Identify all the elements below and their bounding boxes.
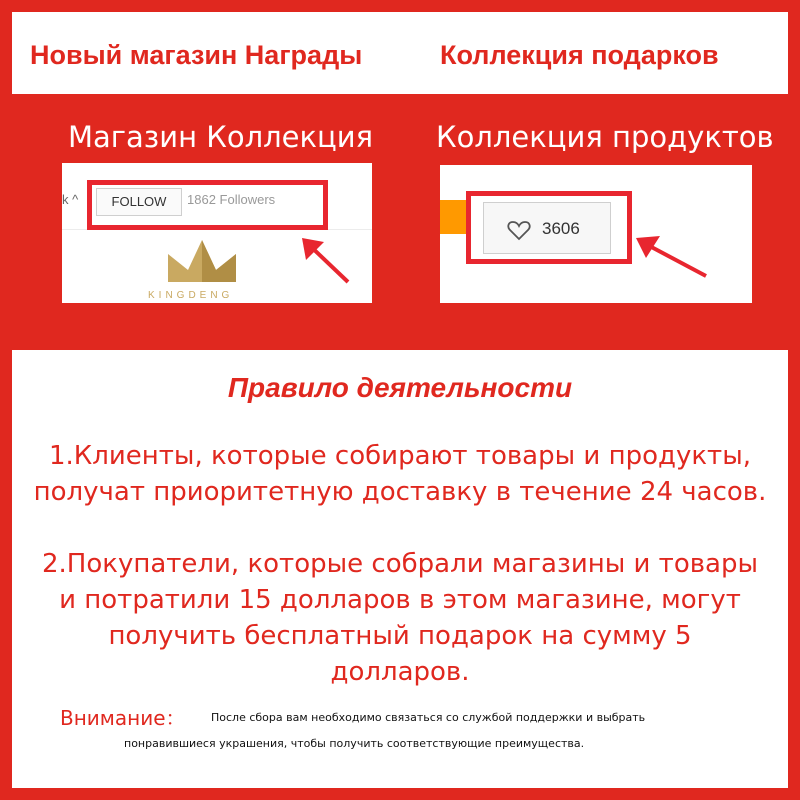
rule-2-line-1: 2.Покупатели, которые собрали магазины и товары	[41, 549, 759, 579]
rule-2-line-4: долларов.	[330, 657, 470, 687]
product-collection-label: Коллекция продуктов	[436, 120, 774, 154]
new-store-rewards-title: Новый магазин Награды	[30, 40, 363, 70]
crown-logo-icon	[148, 232, 270, 302]
arrow-head	[636, 236, 660, 258]
orange-tab	[440, 200, 466, 234]
note-line-1: После сбора вам необходимо связаться со службой поддержки и выбрать	[211, 711, 646, 724]
cropped-nav-text: k ^	[62, 192, 79, 207]
arrow-pointer-icon	[296, 232, 356, 292]
rules-title: Правило деятельности	[227, 372, 573, 403]
attention-label: Внимание：	[60, 706, 186, 730]
rule-2-line-3: получить бесплатный подарок на сумму 5	[108, 621, 692, 651]
gift-collection-title: Коллекция подарков	[440, 40, 719, 70]
followers-count: 1862 Followers	[187, 192, 276, 207]
arrow-pointer-icon	[632, 232, 712, 282]
rule-2-line-2: и потратили 15 долларов в этом магазине, могут	[59, 585, 741, 615]
highlight-frame-likes	[466, 191, 632, 264]
highlight-frame-follow	[87, 180, 328, 230]
store-collection-label: Магазин Коллекция	[68, 120, 374, 154]
rule-1-line-1: 1.Клиенты, которые собирают товары и продукты,	[49, 441, 751, 471]
rule-1-line-2: получат приоритетную доставку в течение 24 часов.	[33, 477, 767, 507]
brand-name: KINGDENG	[148, 290, 234, 301]
crown-shade	[202, 240, 236, 282]
follow-button[interactable]: FOLLOW	[96, 188, 182, 216]
note-line-2: понравившиеся украшения, чтобы получить соответствующие преимущества.	[124, 737, 585, 750]
like-count: 3606	[542, 219, 580, 238]
